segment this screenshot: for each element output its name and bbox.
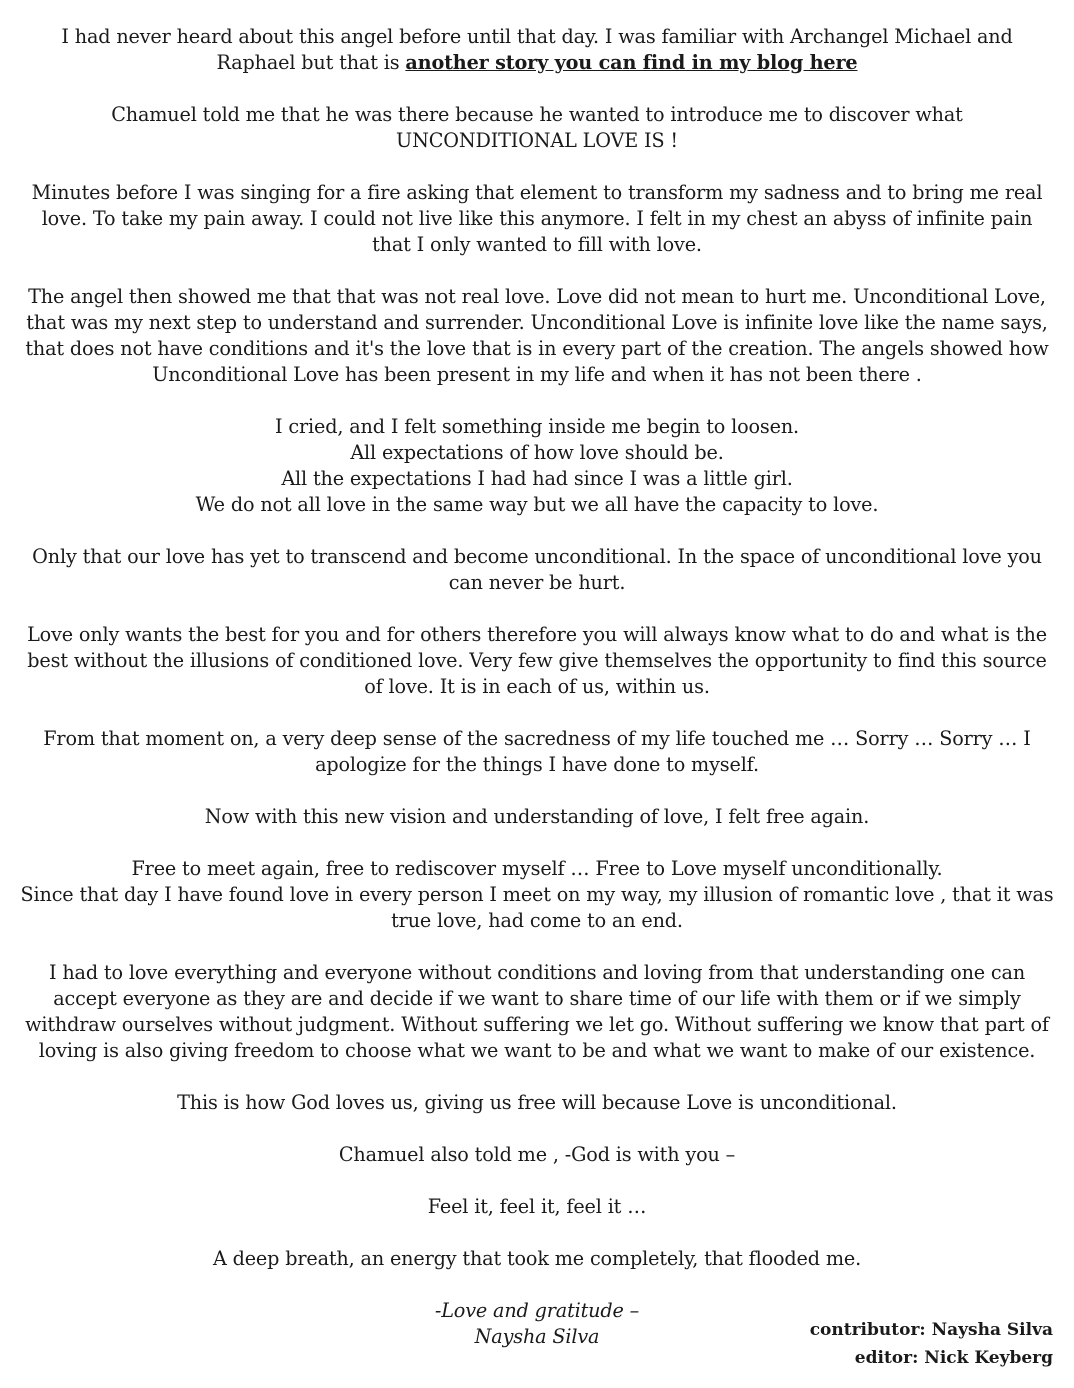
paragraph-god-loves-us: This is how God loves us, giving us free will because Love is unconditional. [177,1091,897,1114]
blog-link[interactable]: another story you can find in my blog here [405,51,858,74]
paragraph-free-again [20,856,1054,934]
paragraph-line: Since that day I have found love in every person I meet on my way, my illusion of romantic love , that it was true love, had come to an end. [20,883,1054,932]
contributor-credit: contributor: Naysha Silva [809,1320,1053,1340]
editor-credit: editor: Nick Keyberg [854,1348,1053,1368]
paragraph-love-everything: I had to love everything and everyone without conditions and loving from that understanding one can accept everyone as they are and decide if we want to share time of our life with them or if we simply withdraw ourselves without judgment. Without suffering we let go. Without suffering we know that part of loving is also giving freedom to choose what we want to be and what we want to make of our existence. [25,961,1049,1062]
paragraph-intro-text: I had never heard about this angel before until that day. I was familiar with Archangel Michael and Raphael but that is [61,25,1013,74]
paragraph-real-love: The angel then showed me that that was not real love. Love did not mean to hurt me. Unconditional Love, that was my next step to understand and surrender. Unconditional Love is infinite love like the name says, that does not have conditions and it's the love that is in every part of the creation. The angels showed how Unconditional Love has been present in my life and when it has not been there . [25,285,1049,386]
paragraph-line: UNCONDITIONAL LOVE IS ! [396,129,678,152]
paragraph-feel-it: Feel it, feel it, feel it … [427,1195,647,1218]
paragraph-fire: Minutes before I was singing for a fire asking that element to transform my sadness and to bring me real love. To take my pain away. I could not live like this anymore. I felt in my chest an abyss of infinite pain that I only wanted to fill with love. [31,181,1043,256]
paragraph-intro [20,24,1054,76]
paragraph-cried [20,414,1054,518]
paragraph-line: Free to meet again, free to rediscover myself … Free to Love myself unconditionally. [131,857,943,880]
paragraph-new-vision: Now with this new vision and understanding of love, I felt free again. [204,805,870,828]
paragraph-line: I cried, and I felt something inside me begin to loosen. [275,415,799,438]
paragraph-god-with-you: Chamuel also told me , -God is with you – [338,1143,736,1166]
paragraph-line: Chamuel told me that he was there because he wanted to introduce me to discover what [111,103,963,126]
paragraph-sacredness: From that moment on, a very deep sense of the sacredness of my life touched me … Sorry … Sorry … I apologize for the things I have done to myself. [43,727,1031,776]
paragraph-deep-breath: A deep breath, an energy that took me completely, that flooded me. [212,1247,862,1270]
paragraph-line: We do not all love in the same way but we all have the capacity to love. [195,493,879,516]
paragraph-chamuel-intro [20,102,1054,154]
paragraph-best-for-you: Love only wants the best for you and for others therefore you will always know what to do and what is the best without the illusions of conditioned love. Very few give themselves the opportunity to find this source of love. It is in each of us, within us. [27,623,1047,698]
signoff-author: Naysha Silva [474,1325,600,1348]
paragraph-line: All expectations of how love should be. [350,441,724,464]
signoff-greeting: -Love and gratitude – [434,1299,640,1322]
credits-block [810,1316,1053,1372]
article-body [20,24,1054,1376]
paragraph-line: All the expectations I had had since I was a little girl. [281,467,793,490]
paragraph-transcend: Only that our love has yet to transcend and become unconditional. In the space of unconditional love you can never be hurt. [32,545,1042,594]
